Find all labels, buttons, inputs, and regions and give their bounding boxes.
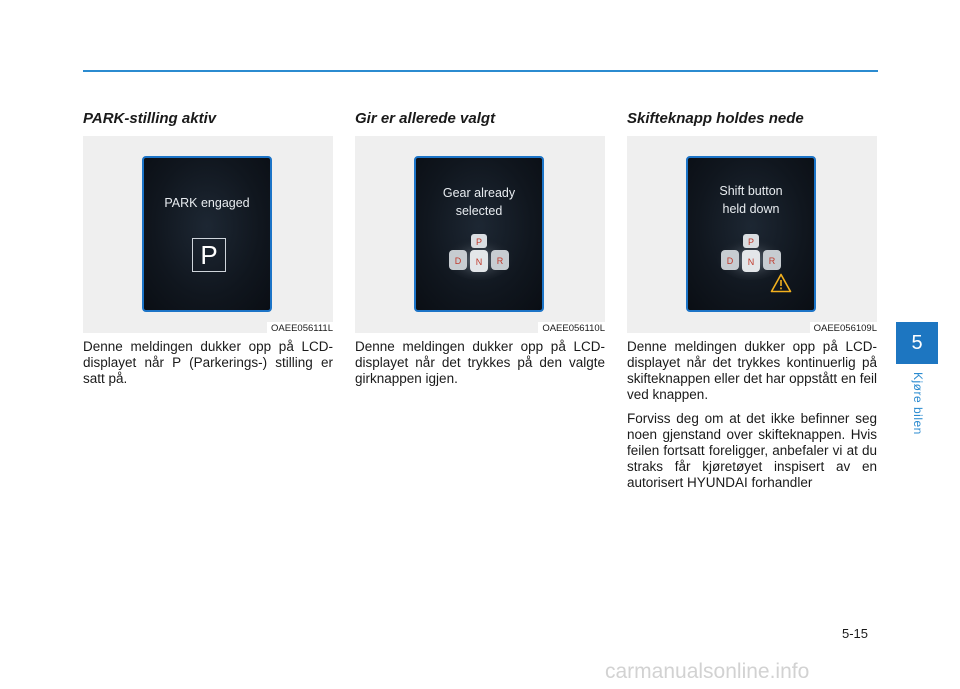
body-paragraph: Denne meldingen dukker opp på LCD-displayet når det trykkes kontinuerlig på skifteknappen eller det har oppstått en feil ved knappen. [627, 339, 877, 402]
section-gear-already-selected [355, 108, 605, 387]
body-paragraph: Forviss deg om at det ikke befinner seg noen gjenstand over skifteknappen. Hvis feilen fortsatt foreligger, anbefaler vi at du straks får kjøretøyet inspisert av en autorisert HYUNDAI forhandler [627, 411, 877, 490]
gear-label-d: D [726, 256, 734, 266]
gear-label-p: P [747, 237, 755, 247]
figure-code: OAEE056110L [538, 322, 605, 335]
figure-shift-button-held [627, 136, 877, 333]
gear-selector-graphic [416, 230, 542, 280]
gear-label-p: P [475, 237, 483, 247]
figure-gear-already-selected [355, 136, 605, 333]
figure-code: OAEE056109L [810, 322, 877, 335]
section-heading: Skifteknapp holdes nede [627, 110, 804, 127]
gear-selector-graphic [688, 230, 814, 280]
watermark: carmanualsonline.info [605, 660, 810, 683]
body-paragraph: Denne meldingen dukker opp på LCD-displayet når P (Parkerings-) stilling er satt på. [83, 339, 333, 386]
body-paragraph: Denne meldingen dukker opp på LCD-displayet når det trykkes på den valgte girknappen igjen. [355, 339, 605, 386]
lcd-screen [142, 156, 272, 312]
lcd-screen [686, 156, 816, 312]
gear-label-r: R [768, 256, 776, 266]
section-park-engaged [83, 108, 333, 387]
figure-park-engaged [83, 136, 333, 333]
warning-triangle-icon [770, 273, 792, 293]
gear-label-n: N [475, 257, 483, 267]
chapter-number-tab: 5 [896, 322, 938, 364]
gear-label-r: R [496, 256, 504, 266]
section-heading: Gir er allerede valgt [355, 110, 496, 127]
lcd-screen [414, 156, 544, 312]
screen-message: PARK engaged [164, 196, 250, 210]
gear-label-n: N [747, 257, 755, 267]
gear-label-d: D [454, 256, 462, 266]
park-symbol: P [192, 238, 226, 272]
screen-message: Gear already selected [442, 186, 516, 218]
top-divider [83, 70, 878, 72]
section-heading: PARK-stilling aktiv [83, 110, 217, 127]
chapter-title: Kjøre bilen [911, 372, 925, 435]
page-number: 5-15 [842, 626, 869, 641]
screen-message: Shift button held down [719, 184, 783, 216]
figure-code: OAEE056111L [267, 322, 333, 335]
section-shift-button-held [627, 108, 877, 491]
